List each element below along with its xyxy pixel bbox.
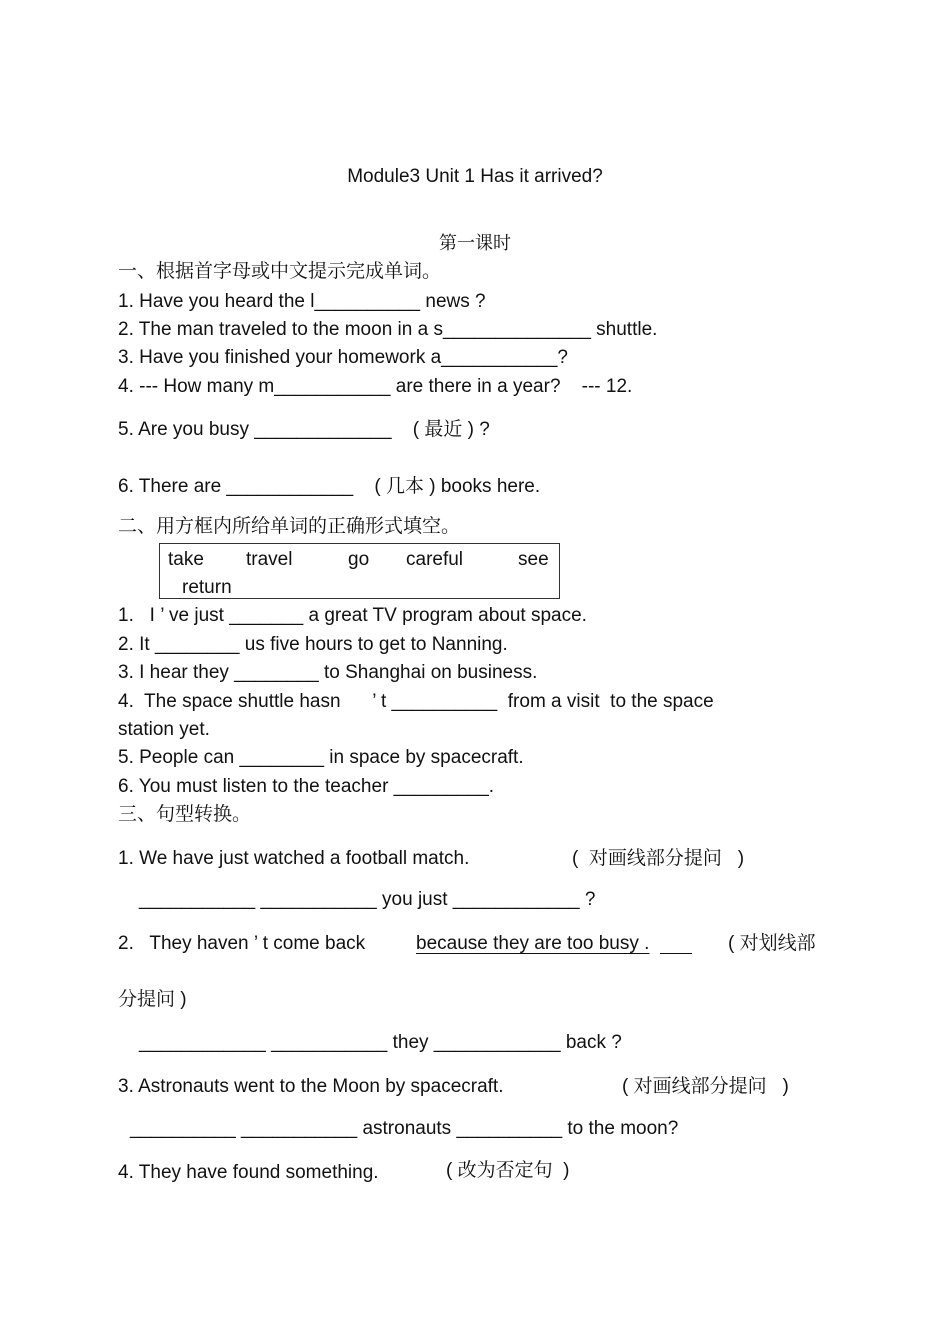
word-box-word: take xyxy=(168,549,204,570)
word-box xyxy=(159,543,560,599)
lesson-label: 第一课时 xyxy=(439,233,511,253)
word-box-word: careful xyxy=(406,549,464,570)
part3-question-3-instruction: ( 对画线部分提问 ) xyxy=(622,1076,789,1097)
part2-item-6: 6. You must listen to the teacher _________. xyxy=(118,776,495,797)
part2-item-2: 2. It ________ us five hours to get to Nanning. xyxy=(118,634,508,655)
part1-item-2: 2. The man traveled to the moon in a s______________ shuttle. xyxy=(118,319,658,340)
part3-answer-3: __________ ___________ astronauts __________ to the moon? xyxy=(130,1118,679,1139)
word-box-word: travel xyxy=(246,549,293,570)
part2-heading: 二、用方框内所给单词的正确形式填空。 xyxy=(118,516,461,537)
part3-question-4-instruction: ( 改为否定句 ) xyxy=(446,1160,570,1181)
part2-item-4-cont: station yet. xyxy=(118,719,210,740)
part3-heading: 三、句型转换。 xyxy=(118,804,252,825)
part2-item-3: 3. I hear they ________ to Shanghai on business. xyxy=(118,662,538,683)
part2-item-1: 1. I ’ ve just _______ a great TV program about space. xyxy=(118,605,587,626)
part1-item-5: 5. Are you busy _____________ ( 最近 ) ? xyxy=(118,419,490,440)
part3-question-3: 3. Astronauts went to the Moon by spacecraft. xyxy=(118,1076,504,1097)
part3-question-1: 1. We have just watched a football match. xyxy=(118,848,470,869)
word-box-word: return xyxy=(182,577,232,598)
part3-answer-1: ___________ ___________ you just ____________ ? xyxy=(139,889,596,910)
part3-question-2-instruction: ( 对划线部 xyxy=(728,933,816,954)
part3-question-2-underlined: because they are too busy . xyxy=(416,933,650,954)
part1-item-1: 1. Have you heard the l__________ news ? xyxy=(118,291,486,312)
part1-heading: 一、根据首字母或中文提示完成单词。 xyxy=(118,261,442,282)
part2-item-5: 5. People can ________ in space by spacecraft. xyxy=(118,747,524,768)
word-box-word: see xyxy=(518,549,549,570)
part3-answer-2: ____________ ___________ they ____________ back ? xyxy=(139,1032,622,1053)
part1-item-3: 3. Have you finished your homework a___________? xyxy=(118,347,568,368)
part1-item-6: 6. There are ____________ ( 几本 ) books here. xyxy=(118,476,541,497)
part1-item-4: 4. --- How many m___________ are there in a year? --- 12. xyxy=(118,376,633,397)
part3-question-1-instruction: ( 对画线部分提问 ) xyxy=(572,848,745,869)
part3-question-4: 4. They have found something. xyxy=(118,1162,379,1183)
part2-item-4: 4. The space shuttle hasn ’ t __________ from a visit to the space xyxy=(118,691,714,712)
part3-question-2: 2. They haven ’ t come back xyxy=(118,933,366,954)
underline-extension xyxy=(660,953,692,954)
part3-question-2-instruction-cont: 分提问 ) xyxy=(118,989,187,1010)
word-box-word: go xyxy=(348,549,370,570)
worksheet-title: Module3 Unit 1 Has it arrived? xyxy=(347,166,603,187)
